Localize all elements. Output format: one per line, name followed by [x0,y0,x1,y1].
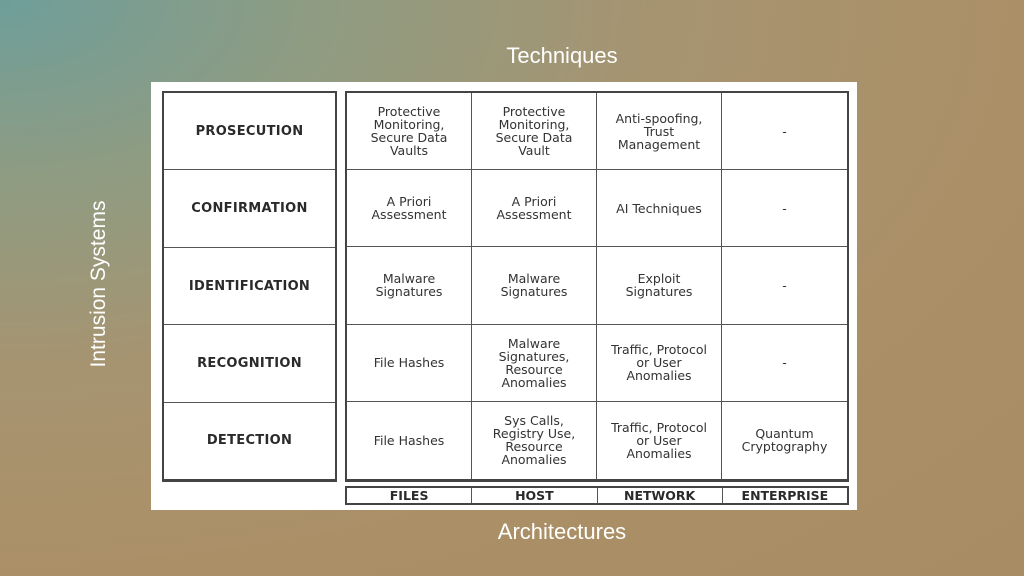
row-label-recognition: RECOGNITION [164,325,335,402]
column-label-network: NETWORK [598,488,723,503]
cell-recognition-enterprise: - [722,325,847,402]
column-label-files: FILES [347,488,472,503]
column-labels [345,486,849,505]
cell-prosecution-host: Protective Monitoring, Secure Data Vault [472,93,597,170]
cell-identification-host: Malware Signatures [472,247,597,324]
cell-confirmation-files: A Priori Assessment [347,170,472,247]
cell-recognition-files: File Hashes [347,325,472,402]
cell-identification-files: Malware Signatures [347,247,472,324]
cell-detection-enterprise: Quantum Cryptography [741,426,828,455]
techniques-title: Techniques [506,43,618,68]
cell-detection-files: File Hashes [347,402,472,479]
cell-detection-network: Traffic, Protocol or User Anomalies [597,402,722,479]
cell-confirmation-host: A Priori Assessment [472,170,597,247]
cell-recognition-network: Traffic, Protocol or User Anomalies [597,325,722,402]
cell-prosecution-files: Protective Monitoring, Secure Data Vaults [347,93,472,170]
intrusion-systems-title: Intrusion Systems [87,200,110,368]
cell-recognition-host: Malware Signatures, Resource Anomalies [472,325,597,402]
cell-prosecution-network: Anti-spoofing, Trust Management [597,93,722,170]
cell-confirmation-enterprise: - [722,170,847,247]
row-label-identification: IDENTIFICATION [164,248,335,325]
row-labels [162,91,337,482]
column-label-enterprise: ENTERPRISE [741,488,829,503]
cell-detection-host: Sys Calls, Registry Use, Resource Anomalies [472,402,597,479]
cell-confirmation-network: AI Techniques [597,170,722,247]
cell-identification-enterprise: - [722,247,847,324]
cell-prosecution-enterprise: - [722,93,847,170]
architectures-title: Architectures [497,519,627,544]
cell-identification-network: Exploit Signatures [597,247,722,324]
row-label-prosecution: PROSECUTION [164,93,335,170]
row-label-detection: DETECTION [206,433,293,449]
row-label-confirmation: CONFIRMATION [164,170,335,247]
column-label-host: HOST [472,488,597,503]
techniques-grid [345,91,849,482]
